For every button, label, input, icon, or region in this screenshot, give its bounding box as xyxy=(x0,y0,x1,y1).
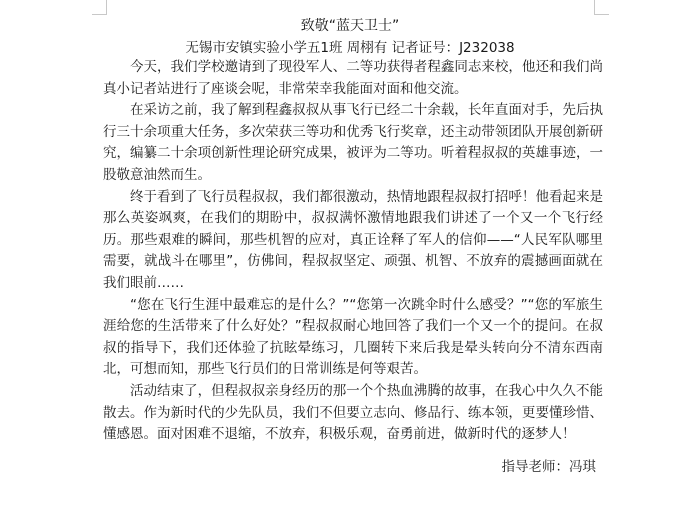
article-title: 致敬“蓝天卫士” xyxy=(300,18,400,34)
page-corner-mark xyxy=(92,0,107,15)
paragraph: 终于看到了飞行员程叔叔，我们都很激动，热情地跟程叔叔打招呼！他看起来是那么英姿飒爽，在我们的期盼中，叔叔满怀激情地跟我们讲述了一个又一个飞行经历。那些艰难的瞬间，那些机智的应对，真正诠释了军人的信仰——“人民军队哪里需要，就战斗在哪里”，仿佛间，程叔叔坚定、顽强、机智、不放弃的震撼画面就在我们眼前…… xyxy=(103,188,603,291)
article-body xyxy=(103,57,603,446)
paragraph: 活动结束了，但程叔叔亲身经历的那一个个热血沸腾的故事，在我心中久久不能散去。作为新时代的少先队员，我们不但要立志向、修品行、练本领，更要懂珍惜、懂感恩。面对困难不退缩，不放弃，积极乐观，奋勇前进，做新时代的逐梦人！ xyxy=(103,382,603,443)
article-byline: 无锡市安镇实验小学五1班 周栩有 记者证号：J232038 xyxy=(185,40,515,56)
paragraph: “您在飞行生涯中最难忘的是什么？”“您第一次跳伞时什么感受？”“您的军旅生涯给您的生活带来了什么好处？”程叔叔耐心地回答了我们一个又一个的提问。在叔叔的指导下，我们还体验了抗眩晕练习，几圈转下来后我是晕头转向分不清东西南北，可想而知，那些飞行员们的日常训练是何等艰苦。 xyxy=(103,296,603,378)
paragraph: 今天，我们学校邀请到了现役军人、二等功获得者程鑫同志来校，他还和我们尚真小记者站进行了座谈会呢，非常荣幸我能面对面和他交流。 xyxy=(103,59,603,97)
page-corner-mark xyxy=(594,0,609,15)
paragraph: 在采访之前，我了解到程鑫叔叔从事飞行已经二十余载，长年直面对手，先后执行三十余项重大任务，多次荣获三等功和优秀飞行奖章，还主动带领团队开展创新研究，编纂二十余项创新性理论研究成果，被评为二等功。听着程叔叔的英雄事迹，一股敬意油然而生。 xyxy=(103,102,603,183)
teacher-signature: 指导老师：冯琪 xyxy=(501,459,596,475)
